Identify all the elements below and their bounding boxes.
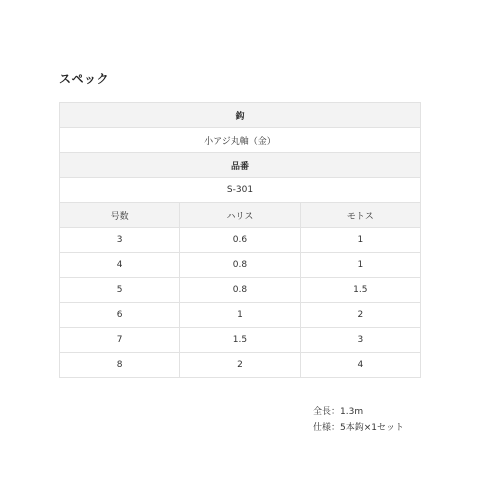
motosu-cell: 4 [300,353,420,378]
part-value-row [60,178,421,203]
harisu-cell: 0.8 [180,253,300,278]
total-length-note: 全長：1.3m [313,407,364,417]
column-header-size: 号数 [60,203,180,228]
hook-value: 小アジ丸軸（金） [60,128,421,153]
table-row [60,328,421,353]
size-cell: 6 [60,303,180,328]
table-row [60,303,421,328]
spec-notes [313,404,404,436]
spec-table [59,102,421,378]
hook-value-row [60,128,421,153]
motosu-cell: 1.5 [300,278,420,303]
part-header-row [60,153,421,178]
hook-header-row [60,103,421,128]
harisu-cell: 1 [180,303,300,328]
specification-note: 仕様：5本鈎×1セット [313,423,404,433]
harisu-cell: 0.6 [180,228,300,253]
part-value: S-301 [60,178,421,203]
hook-header: 鈎 [60,103,421,128]
motosu-cell: 3 [300,328,420,353]
harisu-cell: 0.8 [180,278,300,303]
size-cell: 8 [60,353,180,378]
motosu-cell: 2 [300,303,420,328]
section-title: スペック [59,72,110,86]
motosu-cell: 1 [300,253,420,278]
size-cell: 4 [60,253,180,278]
harisu-cell: 2 [180,353,300,378]
column-header-motosu: モトス [300,203,420,228]
harisu-cell: 1.5 [180,328,300,353]
size-cell: 3 [60,228,180,253]
table-row [60,228,421,253]
table-row [60,253,421,278]
size-cell: 7 [60,328,180,353]
table-row [60,353,421,378]
column-header-row [60,203,421,228]
column-header-harisu: ハリス [180,203,300,228]
table-row [60,278,421,303]
size-cell: 5 [60,278,180,303]
part-header: 品番 [60,153,421,178]
motosu-cell: 1 [300,228,420,253]
